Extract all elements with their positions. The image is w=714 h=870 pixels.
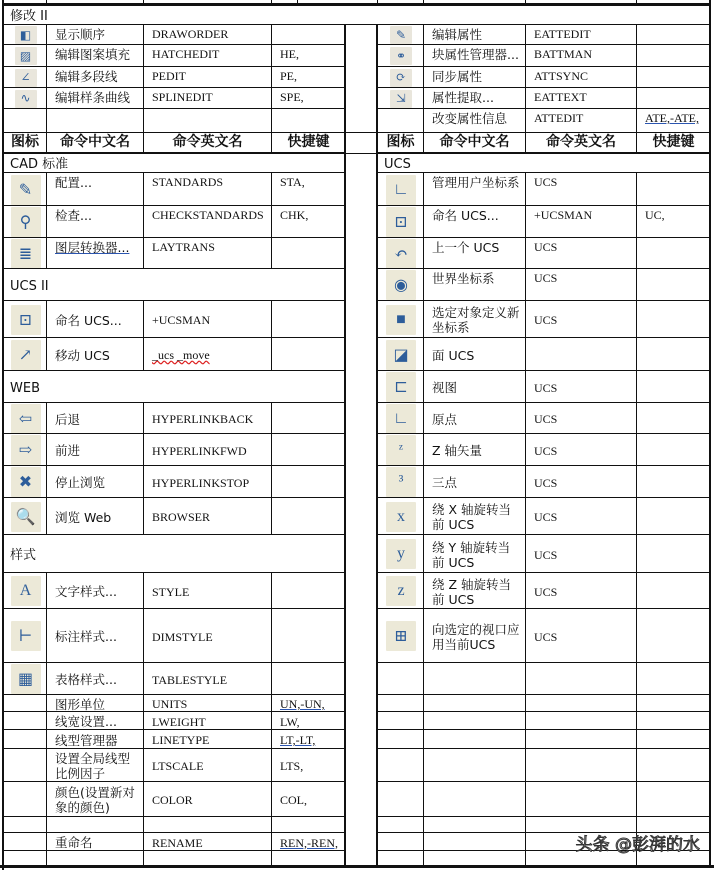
world-ucs-icon[interactable]: ◉ — [386, 270, 416, 300]
checkstandards-icon[interactable]: ⚲ — [11, 207, 41, 237]
blank-cell — [636, 662, 711, 695]
named-ucs-icon[interactable]: ⊡ — [11, 305, 41, 335]
command-chinese-name: 表格样式... — [46, 662, 144, 695]
shortcut-key — [271, 300, 346, 338]
shortcut-key — [636, 370, 711, 403]
shortcut-key: LTS, — [271, 748, 346, 782]
command-english-name: UNITS — [143, 694, 272, 712]
shortcut-key — [271, 608, 346, 663]
command-english-name: DIMSTYLE — [143, 608, 272, 663]
blank-cell — [525, 711, 637, 730]
view-ucs-icon[interactable]: ⊏ — [386, 372, 416, 402]
command-english-name: EATTEDIT — [525, 24, 637, 45]
object-ucs-icon[interactable]: ■ — [386, 305, 416, 335]
section-title-modify-ii: 修改 II — [3, 4, 711, 25]
icon-cell — [3, 816, 47, 833]
shortcut-key: REN,-REN, — [271, 832, 346, 851]
shortcut-key — [636, 534, 711, 573]
shortcut-key: SPE, — [271, 87, 346, 109]
command-chinese-name: 显示顺序 — [46, 24, 144, 45]
eattext-icon[interactable]: ⇲ — [390, 90, 412, 108]
shortcut-key — [271, 662, 346, 695]
y-rotate-ucs-icon[interactable]: y — [386, 539, 416, 569]
blank-cell — [525, 729, 637, 749]
command-chinese-name: 世界坐标系 — [423, 268, 526, 301]
section-title: WEB — [3, 370, 346, 403]
shortcut-key — [271, 402, 346, 434]
command-chinese-name: 上一个 UCS — [423, 237, 526, 269]
header-icon: 图标 — [377, 132, 424, 154]
shortcut-key — [271, 433, 346, 466]
named-ucs-icon[interactable]: ⊡ — [386, 207, 416, 237]
left-divider — [344, 24, 346, 866]
command-english-name: PEDIT — [143, 66, 272, 88]
command-english-name: _ucs _move — [143, 337, 272, 371]
blank-cell — [377, 781, 424, 817]
command-chinese-name: 颜色(设置新对象的颜色) — [46, 781, 144, 817]
shortcut-key — [636, 433, 711, 466]
blank-cell — [636, 781, 711, 817]
blank-cell — [3, 108, 47, 133]
blank-cell — [423, 781, 526, 817]
command-english-name: TABLESTYLE — [143, 662, 272, 695]
header-shortcut: 快捷键 — [636, 132, 711, 154]
command-english-name: UCS — [525, 370, 637, 403]
command-english-name: BATTMAN — [525, 44, 637, 67]
shortcut-key — [271, 572, 346, 609]
command-chinese-name: 管理用户坐标系 — [423, 172, 526, 206]
command-chinese-name: 绕 Z 轴旋转当前 UCS — [423, 572, 526, 609]
shortcut-key: UC, — [636, 205, 711, 238]
header-english-name: 命令英文名 — [143, 132, 272, 154]
icon-cell — [3, 711, 47, 730]
blank-cell — [636, 748, 711, 782]
pedit-icon[interactable]: ∠ — [15, 69, 37, 87]
blank-cell — [525, 662, 637, 695]
icon-cell — [3, 729, 47, 749]
command-english-name: UCS — [525, 237, 637, 269]
command-english-name: SPLINEDIT — [143, 87, 272, 109]
icon-cell — [3, 781, 47, 817]
blank-cell — [377, 694, 424, 712]
command-chinese-name: Z 轴矢量 — [423, 433, 526, 466]
ucs-icon[interactable]: ∟ — [386, 175, 416, 205]
command-chinese-name: 属性提取... — [423, 87, 526, 109]
shortcut-key — [271, 237, 346, 269]
blank-cell — [377, 711, 424, 730]
command-chinese-name: 命名 UCS... — [423, 205, 526, 238]
command-chinese-name: 停止浏览 — [46, 465, 144, 498]
command-english-name — [143, 816, 272, 833]
command-chinese-name: 选定对象定义新坐标系 — [423, 300, 526, 338]
command-english-name: UCS — [525, 300, 637, 338]
forward-arrow-icon[interactable]: ⇨ — [11, 435, 41, 465]
command-english-name: RENAME — [143, 832, 272, 851]
shortcut-key — [271, 816, 346, 833]
shortcut-key — [636, 24, 711, 45]
apply-ucs-icon[interactable]: ⊞ — [386, 621, 416, 651]
command-chinese-name: 面 UCS — [423, 337, 526, 371]
attsync-icon[interactable]: ⟳ — [390, 69, 412, 87]
command-chinese-name: 原点 — [423, 402, 526, 434]
command-chinese-name: 重命名 — [46, 832, 144, 851]
command-chinese-name: 同步属性 — [423, 66, 526, 88]
shortcut-key — [636, 608, 711, 663]
shortcut-key — [636, 44, 711, 67]
right-divider — [376, 24, 378, 866]
command-chinese-name: 三点 — [423, 465, 526, 498]
shortcut-key: COL, — [271, 781, 346, 817]
command-chinese-name: 线型管理器 — [46, 729, 144, 749]
shortcut-key — [636, 497, 711, 535]
command-english-name: HYPERLINKFWD — [143, 433, 272, 466]
blank-cell — [423, 748, 526, 782]
command-english-name: HYPERLINKSTOP — [143, 465, 272, 498]
command-english-name: COLOR — [143, 781, 272, 817]
table-style-icon[interactable]: ▦ — [11, 664, 41, 694]
header-english-name: 命令英文名 — [525, 132, 637, 154]
icon-cell — [3, 832, 47, 851]
command-english-name: HATCHEDIT — [143, 44, 272, 67]
gap-column — [345, 153, 378, 867]
section-title: CAD 标准 — [3, 153, 346, 173]
shortcut-key — [271, 497, 346, 535]
gap-cell — [345, 24, 378, 133]
icon-cell — [3, 748, 47, 782]
shortcut-key: LW, — [271, 711, 346, 730]
icon-cell — [3, 694, 47, 712]
splinedit-icon[interactable]: ∿ — [15, 90, 37, 108]
command-chinese-name: 绕 X 轴旋转当前 UCS — [423, 497, 526, 535]
command-chinese-name: 编辑图案填充 — [46, 44, 144, 67]
command-english-name: STYLE — [143, 572, 272, 609]
command-chinese-name: 配置... — [46, 172, 144, 206]
command-english-name: DRAWORDER — [143, 24, 272, 45]
command-english-name: +UCSMAN — [525, 205, 637, 238]
3point-ucs-icon[interactable]: ³ — [386, 467, 416, 497]
header-icon: 图标 — [3, 132, 47, 154]
command-english-name: UCS — [525, 172, 637, 206]
blank-cell — [423, 662, 526, 695]
command-english-name: UCS — [525, 268, 637, 301]
command-chinese-name: 后退 — [46, 402, 144, 434]
command-chinese-name: 标注样式... — [46, 608, 144, 663]
draworder-icon[interactable]: ◧ — [15, 26, 37, 44]
blank-cell — [423, 694, 526, 712]
hatchedit-icon[interactable]: ▨ — [15, 47, 37, 65]
shortcut-key — [271, 465, 346, 498]
command-english-name: +UCSMAN — [143, 300, 272, 338]
command-chinese-name: 文字样式... — [46, 572, 144, 609]
command-chinese-name: 图形单位 — [46, 694, 144, 712]
command-chinese-name: 块属性管理器... — [423, 44, 526, 67]
shortcut-key — [636, 337, 711, 371]
shortcut-key — [636, 268, 711, 301]
command-english-name: LAYTRANS — [143, 237, 272, 269]
shortcut-key — [636, 172, 711, 206]
blank-cell — [377, 832, 424, 851]
command-english-name: UCS — [525, 572, 637, 609]
shortcut-key: STA, — [271, 172, 346, 206]
blank-cell — [636, 729, 711, 749]
command-english-name: LWEIGHT — [143, 711, 272, 730]
blank-cell — [636, 694, 711, 712]
shortcut-key: ATE,-ATE, — [636, 108, 711, 133]
face-ucs-icon[interactable]: ◪ — [386, 340, 416, 370]
shortcut-key: HE, — [271, 44, 346, 67]
command-english-name: UCS — [525, 497, 637, 535]
command-english-name: HYPERLINKBACK — [143, 402, 272, 434]
watermark: 头条 @彭湃的水 — [575, 835, 700, 855]
section-title: UCS II — [3, 268, 346, 301]
shortcut-key — [636, 402, 711, 434]
command-english-name: LTSCALE — [143, 748, 272, 782]
blank-cell — [377, 729, 424, 749]
command-english-name: STANDARDS — [143, 172, 272, 206]
shortcut-key — [636, 572, 711, 609]
back-arrow-icon[interactable]: ⇦ — [11, 404, 41, 434]
shortcut-key — [636, 465, 711, 498]
blank-cell — [636, 711, 711, 730]
blank-cell — [525, 748, 637, 782]
command-english-name: UCS — [525, 465, 637, 498]
blank-cell — [423, 711, 526, 730]
eattedit-icon[interactable]: ✎ — [390, 26, 412, 44]
command-chinese-name: 视图 — [423, 370, 526, 403]
table-bottom-border — [0, 865, 714, 868]
blank-cell — [271, 108, 346, 133]
command-chinese-name: 命名 UCS... — [46, 300, 144, 338]
shortcut-key: PE, — [271, 66, 346, 88]
command-english-name: LINETYPE — [143, 729, 272, 749]
shortcut-key — [271, 337, 346, 371]
header-chinese-name: 命令中文名 — [46, 132, 144, 154]
command-chinese-name: 图层转换器... — [46, 237, 144, 269]
right-outer-border — [709, 0, 711, 866]
command-chinese-name: 改变属性信息 — [423, 108, 526, 133]
section-title: 样式 — [3, 534, 346, 573]
command-english-name: UCS — [525, 608, 637, 663]
command-english-name: UCS — [525, 534, 637, 573]
blank-cell — [46, 108, 144, 133]
z-rotate-ucs-icon[interactable]: z — [386, 576, 416, 606]
dim-style-icon[interactable]: ⊢ — [11, 621, 41, 651]
shortcut-key — [636, 66, 711, 88]
command-english-name: UCS — [525, 433, 637, 466]
text-style-icon[interactable]: A — [11, 576, 41, 606]
command-chinese-name: 编辑属性 — [423, 24, 526, 45]
shortcut-key — [271, 24, 346, 45]
command-chinese-name: 绕 Y 轴旋转当前 UCS — [423, 534, 526, 573]
blank-cell — [143, 108, 272, 133]
command-chinese-name: 设置全局线型比例因子 — [46, 748, 144, 782]
shortcut-key — [636, 300, 711, 338]
command-chinese-name: 移动 UCS — [46, 337, 144, 371]
laytrans-icon[interactable]: ≣ — [11, 239, 41, 269]
shortcut-key — [636, 87, 711, 109]
command-english-name: UCS — [525, 402, 637, 434]
move-ucs-icon[interactable]: ↗ — [11, 340, 41, 370]
blank-cell — [423, 832, 526, 851]
command-chinese-name: 编辑样条曲线 — [46, 87, 144, 109]
shortcut-key — [636, 237, 711, 269]
shortcut-key: UN,-UN, — [271, 694, 346, 712]
command-english-name: ATTSYNC — [525, 66, 637, 88]
command-chinese-name: 浏览 Web — [46, 497, 144, 535]
command-english-name: CHECKSTANDARDS — [143, 205, 272, 238]
blank-cell — [377, 816, 424, 833]
command-chinese-name: 线宽设置... — [46, 711, 144, 730]
blank-cell — [377, 662, 424, 695]
zaxis-ucs-icon[interactable]: ᶻ — [386, 435, 416, 465]
command-chinese-name: 向选定的视口应用当前UCS — [423, 608, 526, 663]
origin-ucs-icon[interactable]: ∟ — [386, 404, 416, 434]
shortcut-key: LT,-LT, — [271, 729, 346, 749]
stop-icon[interactable]: ✖ — [11, 467, 41, 497]
command-chinese-name: 检查... — [46, 205, 144, 238]
x-rotate-ucs-icon[interactable]: x — [386, 502, 416, 532]
section-title: UCS — [377, 153, 711, 173]
battman-icon[interactable]: ⚭ — [390, 47, 412, 65]
standards-icon[interactable]: ✎ — [11, 175, 41, 205]
shortcut-key: CHK, — [271, 205, 346, 238]
header-shortcut: 快捷键 — [271, 132, 346, 154]
browser-icon[interactable]: 🔍 — [11, 502, 41, 532]
blank-cell — [525, 781, 637, 817]
ucs-previous-icon[interactable]: ↶ — [386, 239, 416, 269]
blank-cell — [423, 816, 526, 833]
blank-cell — [377, 748, 424, 782]
icon-cell — [377, 108, 424, 133]
command-chinese-name: 编辑多段线 — [46, 66, 144, 88]
command-english-name: ATTEDIT — [525, 108, 637, 133]
command-english-name: BROWSER — [143, 497, 272, 535]
blank-cell — [525, 694, 637, 712]
command-english-name: EATTEXT — [525, 87, 637, 109]
command-english-name — [525, 337, 637, 371]
blank-cell — [423, 729, 526, 749]
left-outer-border — [2, 0, 4, 870]
command-chinese-name — [46, 816, 144, 833]
command-chinese-name: 前进 — [46, 433, 144, 466]
header-chinese-name: 命令中文名 — [423, 132, 526, 154]
